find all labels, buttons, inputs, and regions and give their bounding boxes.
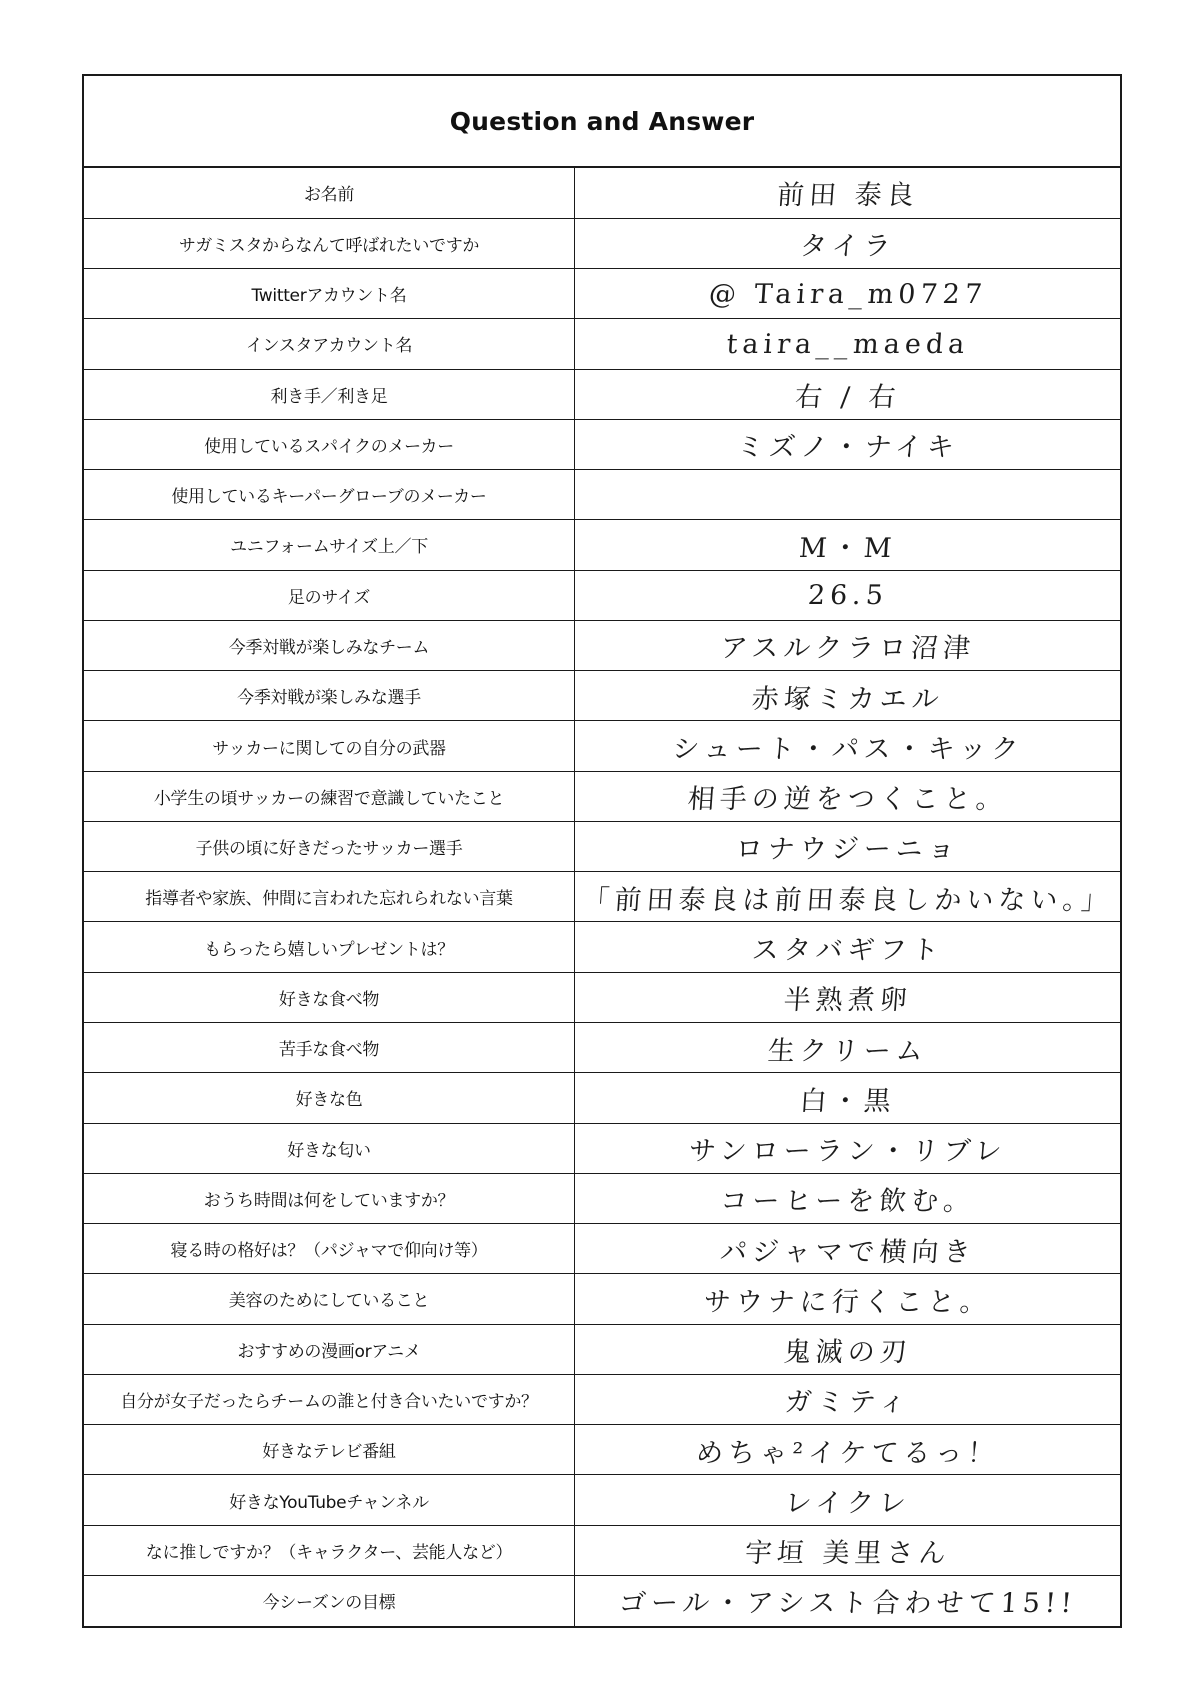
answer-cell: めちゃ²イケてるっ！ (573, 1425, 1122, 1475)
question-cell: 苦手な食べ物 (84, 1023, 575, 1073)
table-row (84, 1525, 1120, 1575)
question-cell: 使用しているスパイクのメーカー (84, 419, 575, 469)
question-cell: Twitterアカウント名 (84, 269, 575, 319)
table-row (84, 771, 1120, 821)
table-row (84, 972, 1120, 1022)
answer-cell: 「前田泰良は前田泰良しかいない。」 (573, 872, 1122, 922)
table-row (84, 1274, 1120, 1324)
question-cell: 寝る時の格好は？（パジャマで仰向け等） (84, 1224, 575, 1274)
answer-cell: アスルクラロ沼津 (573, 620, 1122, 670)
answer-cell: 右 / 右 (573, 369, 1122, 419)
question-cell: 好きな色 (84, 1073, 575, 1123)
title-cell (84, 76, 1120, 168)
answer-cell: 前田 泰良 (573, 168, 1122, 218)
answer-cell: タイラ (573, 218, 1122, 268)
question-cell: お名前 (84, 168, 575, 218)
answer-cell: 鬼滅の刃 (573, 1324, 1122, 1374)
table-row (84, 1575, 1120, 1625)
table-row (84, 620, 1120, 670)
question-cell: 今季対戦が楽しみなチーム (84, 620, 575, 670)
question-cell: 好きな食べ物 (84, 972, 575, 1022)
table-row (84, 671, 1120, 721)
qa-table (84, 168, 1120, 1626)
answer-cell: 相手の逆をつくこと。 (573, 771, 1122, 821)
qa-table-body (84, 168, 1120, 1626)
answer-cell: シュート・パス・キック (573, 721, 1122, 771)
table-row (84, 1073, 1120, 1123)
answer-cell: 白・黒 (573, 1073, 1122, 1123)
table-row (84, 1324, 1120, 1374)
answer-cell: 赤塚ミカエル (573, 671, 1122, 721)
answer-cell: サンローラン・リブレ (573, 1123, 1122, 1173)
question-cell: 小学生の頃サッカーの練習で意識していたこと (84, 771, 575, 821)
question-cell: 好きな匂い (84, 1123, 575, 1173)
table-row (84, 570, 1120, 620)
answer-cell: 半熟煮卵 (573, 972, 1122, 1022)
question-cell: おすすめの漫画orアニメ (84, 1324, 575, 1374)
table-row (84, 470, 1120, 520)
question-cell: 使用しているキーパーグローブのメーカー (84, 470, 575, 520)
question-cell: 好きなテレビ番組 (84, 1425, 575, 1475)
table-row (84, 369, 1120, 419)
answer-cell: ロナウジーニョ (573, 821, 1122, 871)
table-row (84, 821, 1120, 871)
table-row (84, 721, 1120, 771)
answer-cell: 生クリーム (573, 1023, 1122, 1073)
sheet-title: Question and Answer (449, 106, 755, 136)
table-row (84, 1374, 1120, 1424)
table-row (84, 872, 1120, 922)
question-cell: ユニフォームサイズ上／下 (84, 520, 575, 570)
answer-cell: ミズノ・ナイキ (573, 419, 1122, 469)
question-cell: 今季対戦が楽しみな選手 (84, 671, 575, 721)
qa-sheet (82, 74, 1122, 1628)
answer-cell: 宇垣 美里さん (573, 1525, 1122, 1575)
answer-cell: サウナに行くこと。 (573, 1274, 1122, 1324)
answer-cell: M・M (573, 520, 1122, 570)
table-row (84, 1425, 1120, 1475)
answer-cell: ゴール・アシスト合わせて15!! (617, 1588, 1078, 1620)
table-row (84, 218, 1120, 268)
answer-cell: taira__maeda (573, 319, 1122, 369)
question-cell: サガミスタからなんて呼ばれたいですか (84, 218, 575, 268)
table-row (84, 168, 1120, 218)
answer-cell: コーヒーを飲む。 (573, 1173, 1122, 1223)
table-row (84, 419, 1120, 469)
table-row (84, 1475, 1120, 1525)
question-cell: 指導者や家族、仲間に言われた忘れられない言葉 (84, 872, 575, 922)
table-row (84, 1173, 1120, 1223)
answer-cell: @ Taira_m0727 (573, 269, 1122, 319)
question-cell: 自分が女子だったらチームの誰と付き合いたいですか？ (84, 1374, 575, 1424)
answer-cell: スタバギフト (573, 922, 1122, 972)
table-row (84, 1123, 1120, 1173)
answer-cell: レイクレ (573, 1475, 1122, 1525)
question-cell: 利き手／利き足 (84, 369, 575, 419)
table-row (84, 269, 1120, 319)
question-cell: 好きなYouTubeチャンネル (84, 1475, 575, 1525)
question-cell: 今シーズンの目標 (84, 1575, 575, 1625)
question-cell: なに推しですか？（キャラクター、芸能人など） (84, 1525, 575, 1575)
question-cell: インスタアカウント名 (84, 319, 575, 369)
question-cell: おうち時間は何をしていますか？ (84, 1173, 575, 1223)
question-cell: 美容のためにしていること (84, 1274, 575, 1324)
answer-cell: パジャマで横向き (573, 1224, 1122, 1274)
question-cell: 足のサイズ (84, 570, 575, 620)
question-cell: もらったら嬉しいプレゼントは？ (84, 922, 575, 972)
table-row (84, 1023, 1120, 1073)
answer-cell (573, 470, 1122, 520)
table-row (84, 922, 1120, 972)
question-cell: サッカーに関しての自分の武器 (84, 721, 575, 771)
answer-cell: 26.5 (573, 570, 1122, 620)
table-row (84, 319, 1120, 369)
table-row (84, 1224, 1120, 1274)
answer-cell: ガミティ (573, 1374, 1122, 1424)
table-row (84, 520, 1120, 570)
question-cell: 子供の頃に好きだったサッカー選手 (84, 821, 575, 871)
